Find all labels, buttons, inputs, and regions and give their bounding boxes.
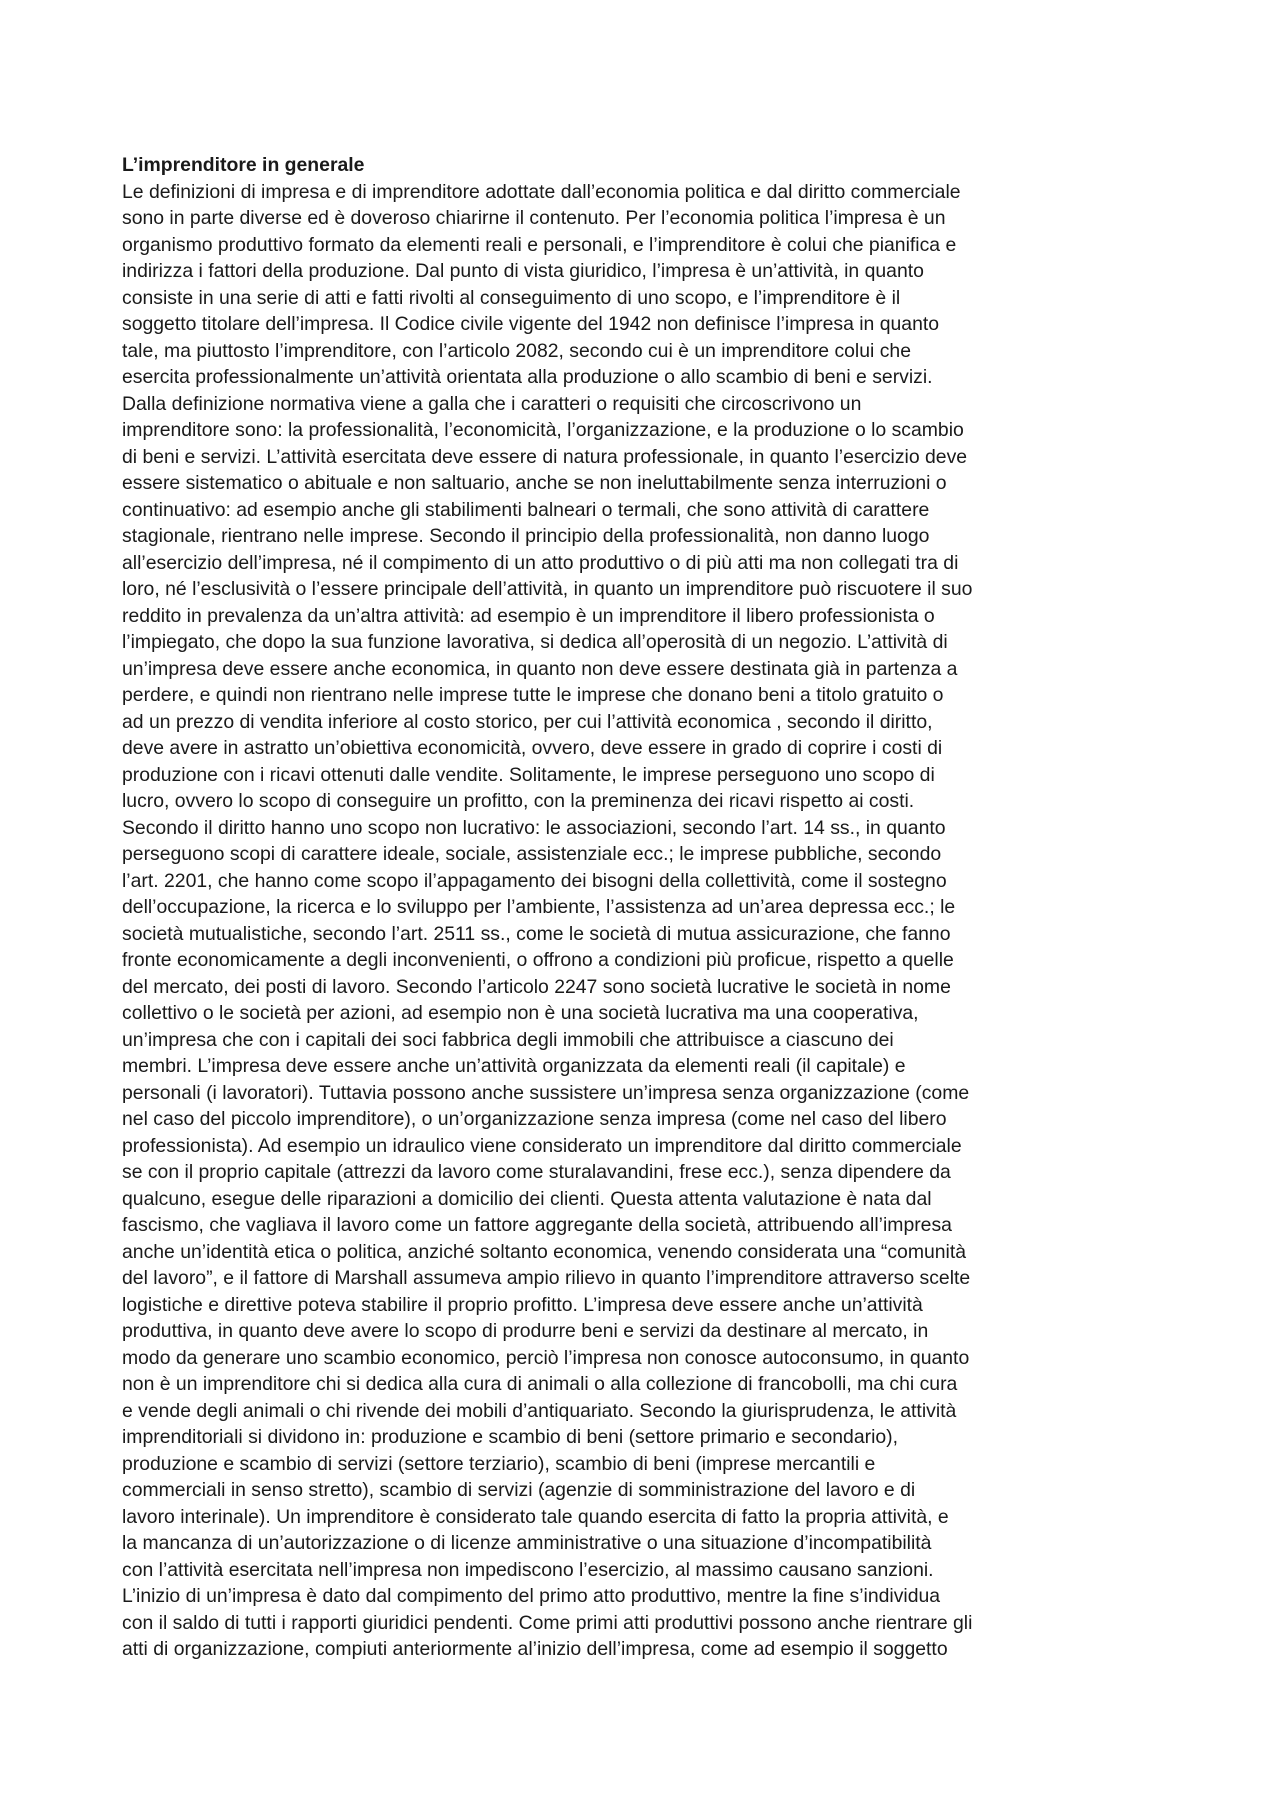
- body-line: Dalla definizione normativa viene a galla che i caratteri o requisiti che circoscrivono un: [122, 392, 862, 415]
- body-line: tale, ma piuttosto l’imprenditore, con l’articolo 2082, secondo cui è un imprenditore colui che: [122, 339, 911, 362]
- body-line: con il saldo di tutti i rapporti giuridici pendenti. Come primi atti produttivi possono anche rientrare gli: [122, 1611, 973, 1634]
- body-line: e vende degli animali o chi rivende dei mobili d’antiquariato. Secondo la giurisprudenza, le attività: [122, 1399, 957, 1422]
- body-line: continuativo: ad esempio anche gli stabilimenti balneari o termali, che sono attività di carattere: [122, 498, 930, 521]
- body-line: anche un’identità etica o politica, anziché soltanto economica, venendo considerata una “comunità: [122, 1240, 967, 1263]
- body-line: ad un prezzo di vendita inferiore al costo storico, per cui l’attività economica , secondo il diritto,: [122, 710, 933, 733]
- body-line: modo da generare uno scambio economico, perciò l’impresa non conosce autoconsumo, in quanto: [122, 1346, 970, 1369]
- body-line: commerciali in senso stretto), scambio di servizi (agenzie di somministrazione del lavoro e di: [122, 1479, 916, 1501]
- body-line: membri. L’impresa deve essere anche un’attività organizzata da elementi reali (il capitale) e: [122, 1055, 906, 1077]
- body-line: Le definizioni di impresa e di imprenditore adottate dall’economia politica e dal diritto commerciale: [122, 180, 961, 203]
- body-line: atti di organizzazione, compiuti anteriormente al’inizio dell’impresa, come ad esempio il soggetto: [122, 1638, 948, 1660]
- body-line: dell’occupazione, la ricerca e lo sviluppo per l’ambiente, l’assistenza ad un’area depressa ecc.; le: [122, 896, 956, 918]
- body-line: un’impresa che con i capitali dei soci fabbrica degli immobili che attribuisce a ciascuno dei: [122, 1028, 894, 1051]
- body-line: sono in parte diverse ed è doveroso chiarirne il contenuto. Per l’economia politica l’impresa è un: [122, 207, 946, 229]
- body-line: società mutualistiche, secondo l’art. 2511 ss., come le società di mutua assicurazione, che fanno: [122, 922, 951, 945]
- body-line: lucro, ovvero lo scopo di conseguire un profitto, con la preminenza dei ricavi rispetto ai costi.: [122, 790, 915, 812]
- document-heading: L’imprenditore in generale: [122, 154, 365, 176]
- body-line: imprenditore sono: la professionalità, l’economicità, l’organizzazione, e la produzione o lo scambio: [122, 419, 964, 441]
- document-body: [122, 179, 1172, 1663]
- body-line: indirizza i fattori della produzione. Dal punto di vista giuridico, l’impresa è un’attività, in quanto: [122, 260, 924, 282]
- body-line: nel caso del piccolo imprenditore), o un’organizzazione senza impresa (come nel caso del libero: [122, 1108, 947, 1130]
- body-line: l’impiegato, che dopo la sua funzione lavorativa, si dedica all’operosità di un negozio. L’attività di: [122, 631, 948, 653]
- body-line: qualcuno, esegue delle riparazioni a domicilio dei clienti. Questa attenta valutazione è nata dal: [122, 1187, 932, 1210]
- body-line: fascismo, che vagliava il lavoro come un fattore aggregante della società, attribuendo all’impresa: [122, 1214, 952, 1236]
- body-line: soggetto titolare dell’impresa. Il Codice civile vigente del 1942 non definisce l’impresa in quanto: [122, 313, 940, 335]
- body-line: all’esercizio dell’impresa, né il compimento di un atto produttivo o di più atti ma non collegati tra di: [122, 551, 959, 574]
- body-line: personali (i lavoratori). Tuttavia possono anche sussistere un’impresa senza organizzazione (come: [122, 1081, 970, 1104]
- body-line: deve avere in astratto un’obiettiva economicità, ovvero, deve essere in grado di coprire i costi di: [122, 737, 943, 759]
- body-line: produzione con i ricavi ottenuti dalle vendite. Solitamente, le imprese perseguono uno scopo di: [122, 763, 935, 786]
- body-line: perdere, e quindi non rientrano nelle imprese tutte le imprese che donano beni a titolo gratuito o: [122, 684, 944, 706]
- body-line: non è un imprenditore chi si dedica alla cura di animali o alla collezione di francobolli, ma chi cura: [122, 1373, 958, 1395]
- body-line: essere sistematico o abituale e non saltuario, anche se non ineluttabilmente senza interruzioni o: [122, 472, 947, 494]
- body-line: consiste in una serie di atti e fatti rivolti al conseguimento di uno scopo, e l’imprenditore è il: [122, 286, 901, 309]
- body-line: L’inizio di un’impresa è dato dal compimento del primo atto produttivo, mentre la fine s’individua: [122, 1585, 941, 1607]
- body-line: imprenditoriali si dividono in: produzione e scambio di beni (settore primario e secondario),: [122, 1426, 899, 1448]
- body-line: produttiva, in quanto deve avere lo scopo di produrre beni e servizi da destinare al mercato, in: [122, 1320, 929, 1342]
- body-line: del mercato, dei posti di lavoro. Secondo l’articolo 2247 sono società lucrative le società in nome: [122, 975, 951, 998]
- body-line: perseguono scopi di carattere ideale, sociale, assistenziale ecc.; le imprese pubbliche, secondo: [122, 843, 942, 865]
- body-line: con l’attività esercitata nell’impresa non impediscono l’esercizio, al massimo causano sanzioni.: [122, 1558, 934, 1581]
- body-line: fronte economicamente a degli inconvenienti, o offrono a condizioni più proficue, rispetto a quelle: [122, 949, 954, 971]
- body-line: esercita professionalmente un’attività orientata alla produzione o allo scambio di beni e servizi.: [122, 366, 933, 388]
- document-content: [122, 152, 1172, 1663]
- body-line: loro, né l’esclusività o l’essere principale dell’attività, in quanto un imprenditore può riscuotere il suo: [122, 578, 973, 600]
- body-line: la mancanza di un’autorizzazione o di licenze amministrative o una situazione d’incompatibilità: [122, 1532, 932, 1554]
- body-line: stagionale, rientrano nelle imprese. Secondo il principio della professionalità, non danno luogo: [122, 525, 930, 547]
- body-line: un’impresa deve essere anche economica, in quanto non deve essere destinata già in partenza a: [122, 657, 958, 680]
- body-line: lavoro interinale). Un imprenditore è considerato tale quando esercita di fatto la propria attività, e: [122, 1505, 949, 1528]
- body-line: Secondo il diritto hanno uno scopo non lucrativo: le associazioni, secondo l’art. 14 ss., in quanto: [122, 816, 946, 839]
- body-line: del lavoro”, e il fattore di Marshall assumeva ampio rilievo in quanto l’imprenditore attraverso scelte: [122, 1267, 971, 1289]
- body-line: logistiche e direttive poteva stabilire il proprio profitto. L’impresa deve essere anche un’attività: [122, 1293, 923, 1316]
- body-line: produzione e scambio di servizi (settore terziario), scambio di beni (imprese mercantili e: [122, 1452, 876, 1475]
- body-line: organismo produttivo formato da elementi reali e personali, e l’imprenditore è colui che pianifica e: [122, 233, 957, 256]
- body-line: se con il proprio capitale (attrezzi da lavoro come sturalavandini, frese ecc.), senza dipendere da: [122, 1161, 951, 1183]
- body-line: professionista). Ad esempio un idraulico viene considerato un imprenditore dal diritto commerciale: [122, 1134, 962, 1157]
- body-line: collettivo o le società per azioni, ad esempio non è una società lucrativa ma una cooperativa,: [122, 1002, 919, 1024]
- body-line: reddito in prevalenza da un’altra attività: ad esempio è un imprenditore il libero professionista o: [122, 604, 935, 627]
- body-line: l’art. 2201, che hanno come scopo il’appagamento dei bisogni della collettività, come il sostegno: [122, 869, 947, 892]
- body-line: di beni e servizi. L’attività esercitata deve essere di natura professionale, in quanto l’esercizio deve: [122, 445, 968, 468]
